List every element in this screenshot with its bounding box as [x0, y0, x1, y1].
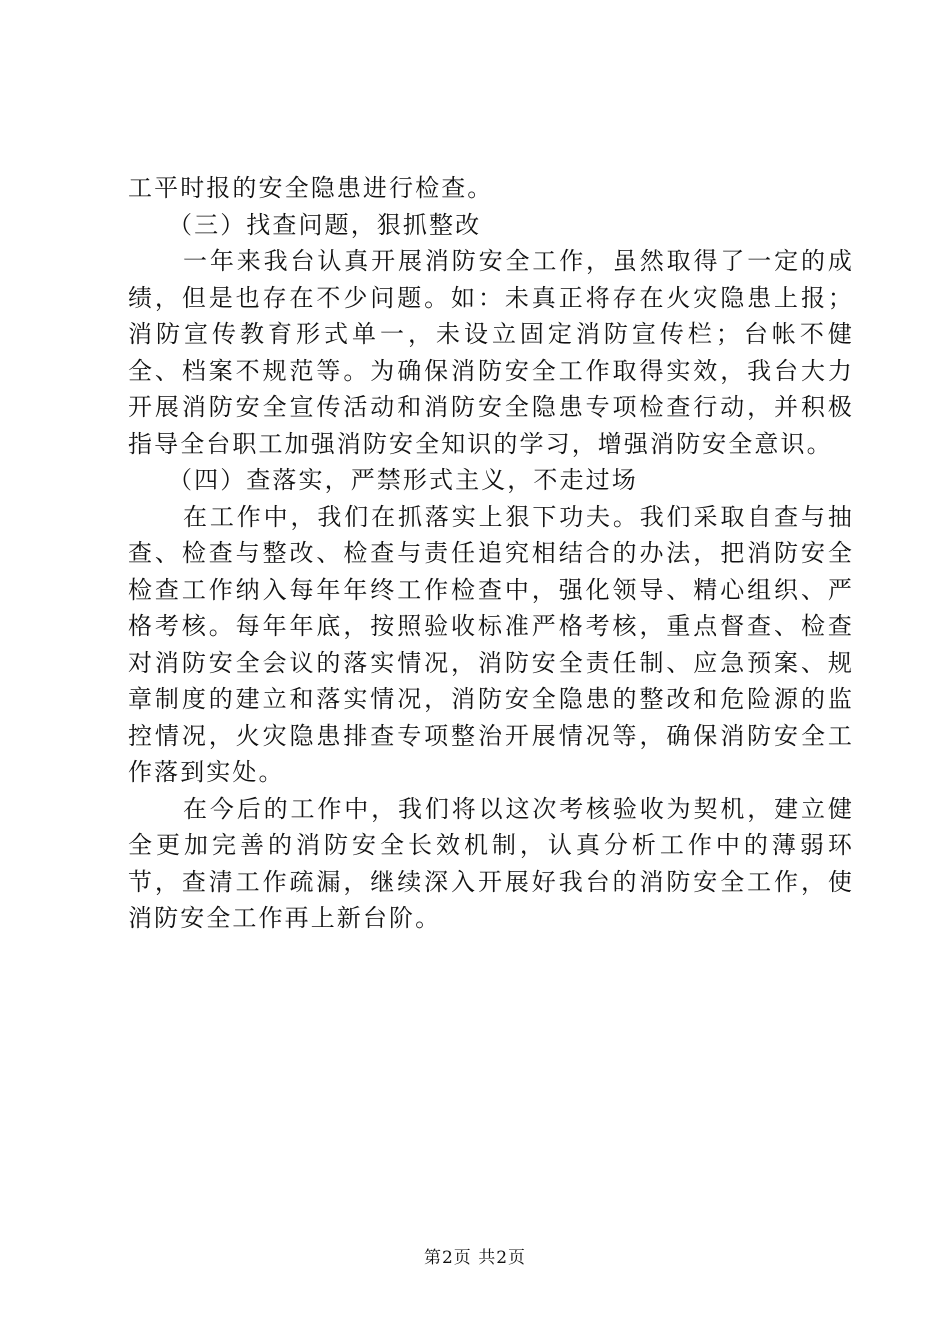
paragraph-implementation: 在工作中，我们在抓落实上狠下功夫。我们采取自查与抽查、检查与整改、检查与责任追究相结合的办法，把消防安全检查工作纳入每年年终工作检查中，强化领导、精心组织、严格考核。每年年底，按照验收标准严格考核，重点督查、检查对消防安全会议的落实情况，消防安全责任制、应急预案、规章制度的建立和落实情况，消防安全隐患的整改和危险源的监控情况，火灾隐患排查专项整治开展情况等，确保消防安全工作落到实处。	[128, 502, 854, 786]
paragraph-future-work: 在今后的工作中，我们将以这次考核验收为契机，建立健全更加完善的消防安全长效机制，认真分析工作中的薄弱环节，查清工作疏漏，继续深入开展好我台的消防安全工作，使消防安全工作再上新台阶。	[128, 794, 854, 932]
page-footer: 第2页 共2页	[423, 1248, 527, 1268]
paragraph-continuation: 工平时报的安全隐患进行检查。	[128, 174, 494, 202]
paragraph-problems: 一年来我台认真开展消防安全工作，虽然取得了一定的成绩，但是也存在不少问题。如：未真正将存在火灾隐患上报；消防宣传教育形式单一，未设立固定消防宣传栏；台帐不健全、档案不规范等。为确保消防安全工作取得实效，我台大力开展消防安全宣传活动和消防安全隐患专项检查行动，并积极指导全台职工加强消防安全知识的学习，增强消防安全意识。	[128, 247, 854, 458]
document-body	[128, 170, 854, 937]
section-heading-three: （三）找查问题，狠抓整改	[168, 210, 482, 239]
section-heading-four: （四）查落实，严禁形式主义，不走过场	[168, 466, 638, 494]
